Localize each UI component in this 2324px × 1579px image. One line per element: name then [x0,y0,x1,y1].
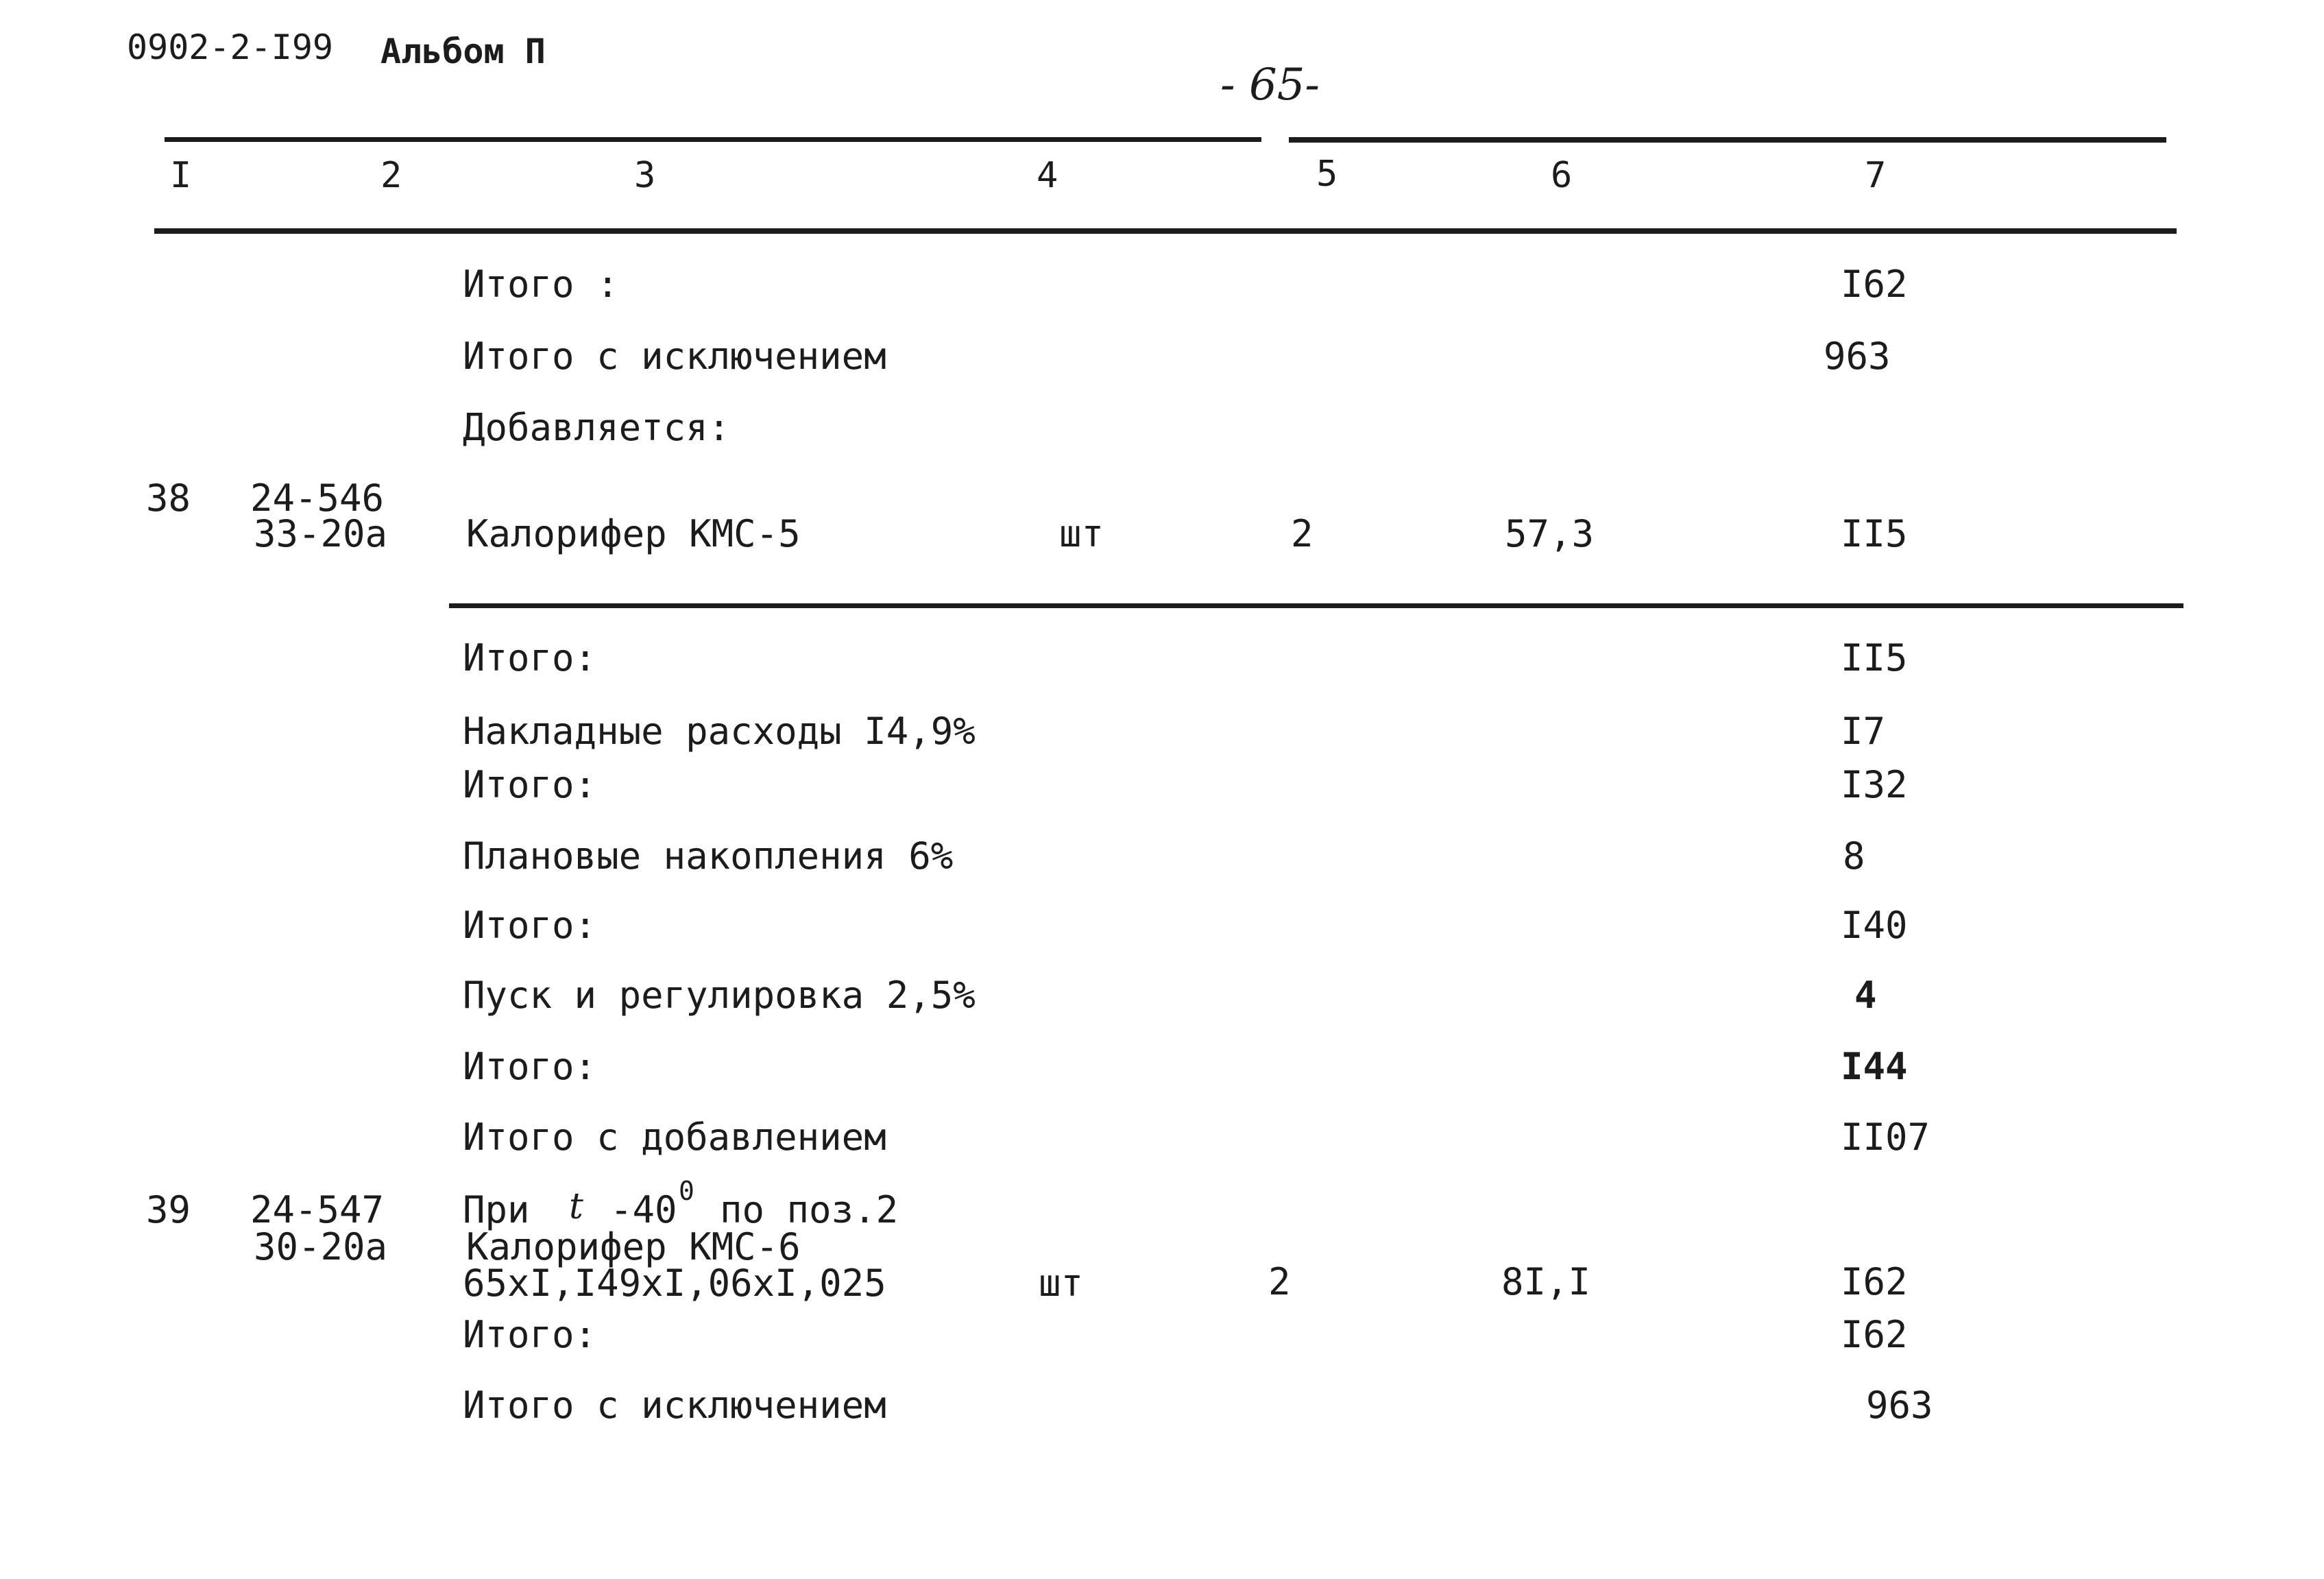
row-label: Итого с добавлением [463,1116,886,1159]
section-divider-rule [449,603,2183,608]
header-top-rule-left [165,137,1261,142]
row-total: 963 [1866,1384,1933,1427]
document-code: 0902-2-I99 [127,27,334,67]
condition-prefix: При [463,1188,530,1231]
row-label: Итого: [463,636,597,679]
item-code: 24-547 [250,1188,385,1231]
item-number: 38 [146,477,191,520]
condition-value: -40 [610,1188,677,1231]
row-total: I62 [1841,263,1908,306]
row-total: II5 [1841,636,1908,679]
row-label: Плановые накопления 6% [463,834,954,878]
row-total: I44 [1841,1045,1908,1088]
item-total: II5 [1841,512,1908,555]
item-code-secondary: 33-20а [254,512,388,555]
column-number-5: 5 [1316,154,1338,195]
row-label: Добавляется: [463,406,731,449]
row-label: Итого: [463,904,597,947]
album-label: Альбом П [380,32,546,71]
row-total: 8 [1843,834,1865,878]
item-name: Калорифер КМС-5 [466,512,801,555]
item-unit: шт [1059,512,1104,555]
degree-sign: 0 [679,1176,694,1206]
column-number-3: 3 [634,155,656,196]
item-code: 24-546 [250,477,385,520]
row-label: Итого: [463,1045,597,1088]
row-total: 963 [1824,335,1891,378]
row-total: I62 [1841,1313,1908,1356]
item-number: 39 [146,1188,191,1231]
column-number-7: 7 [1865,155,1887,196]
item-code-secondary: 30-20а [254,1225,388,1268]
item-name: Калорифер КМС-6 [466,1225,801,1268]
row-label: Пуск и регулировка 2,5% [463,974,976,1017]
row-total: 4 [1854,974,1877,1017]
item-price: 8I,I [1501,1260,1591,1303]
row-total: I32 [1841,763,1908,806]
row-total: I40 [1841,904,1908,947]
row-total: I7 [1841,710,1886,753]
column-number-1: I [170,155,192,196]
temperature-symbol: t [569,1186,583,1227]
row-label: Итого : [463,263,619,306]
row-label: Итого с исключением [463,1384,886,1427]
row-label: Накладные расходы I4,9% [463,710,976,753]
row-label: Итого с исключением [463,335,886,378]
column-number-4: 4 [1037,155,1058,196]
item-unit: шт [1039,1262,1084,1305]
item-price: 57,3 [1505,512,1595,555]
item-formula: 65хI,I49хI,06хI,025 [463,1262,886,1305]
column-number-2: 2 [380,155,402,196]
page-number: - 65- [1220,60,1320,110]
item-quantity: 2 [1291,512,1314,555]
item-quantity: 2 [1268,1260,1291,1303]
row-label: Итого: [463,1313,597,1356]
condition-reference: по поз.2 [720,1188,899,1231]
column-number-6: 6 [1551,155,1573,196]
header-bottom-rule [154,228,2177,234]
row-label: Итого: [463,763,597,806]
header-top-rule-right [1289,137,2166,143]
row-total: II07 [1841,1116,1930,1159]
item-total: I62 [1841,1260,1908,1303]
